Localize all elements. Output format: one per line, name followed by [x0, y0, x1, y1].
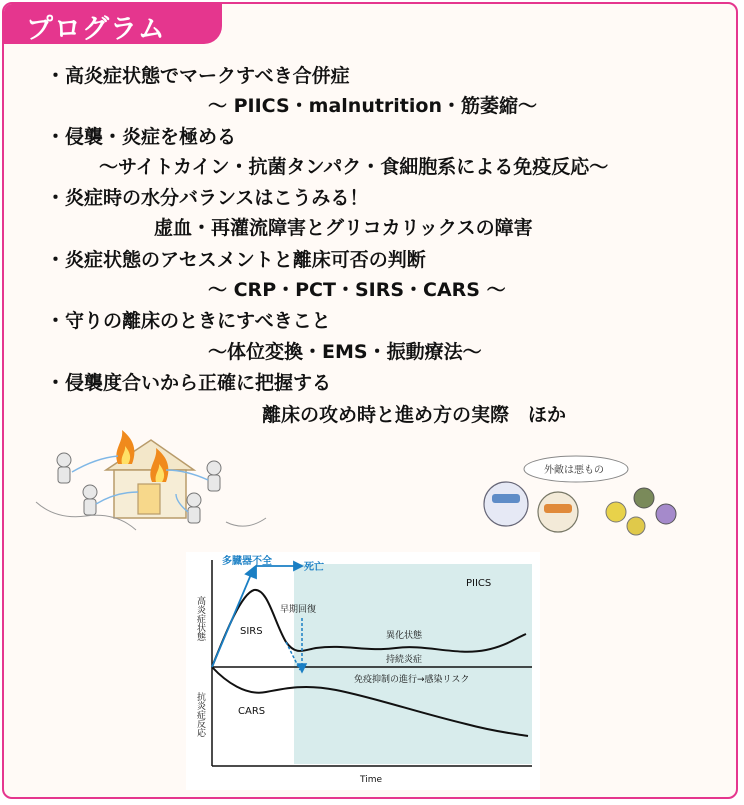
- germ-icon: [606, 488, 676, 535]
- program-item-3: ・炎症時の水分バランスはこうみる！: [46, 187, 369, 209]
- label-cars: CARS: [238, 706, 266, 717]
- chart-svg: [186, 552, 540, 790]
- label-persistent: 持続炎症: [386, 655, 423, 665]
- program-item-6: ・侵襲度合いから正確に把握する: [46, 372, 332, 394]
- label-sirs: SIRS: [240, 626, 263, 637]
- program-item-5: ・守りの離床のときにすべきこと: [46, 310, 331, 332]
- y-label-bottom: 抗炎症反応: [195, 692, 205, 737]
- program-item-2: ・侵襲・炎症を極める: [46, 126, 237, 148]
- header-tab: [4, 4, 222, 44]
- program-item-1-sub: ～ PIICS・malnutrition・筋萎縮～: [208, 95, 537, 117]
- inflammation-chart: [186, 552, 540, 790]
- program-item-6-sub: 離床の攻め時と進め方の実際 ほか: [262, 404, 567, 426]
- speech-bubble-text: 外敵は悪もの: [544, 465, 604, 476]
- program-item-5-sub: ～体位変換・EMS・振動療法～: [208, 341, 482, 363]
- program-item-3-sub: 虚血・再灌流障害とグリコカリックスの障害: [154, 217, 533, 239]
- program-item-4-sub: ～ CRP・PCT・SIRS・CARS ～: [208, 279, 506, 301]
- label-death: 死亡: [304, 562, 324, 573]
- cells-illustration: [466, 452, 706, 542]
- program-item-1: ・高炎症状態でマークすべき合併症: [46, 65, 350, 87]
- label-mof: 多臓器不全: [222, 556, 272, 567]
- label-piics: PIICS: [466, 578, 492, 589]
- label-immuno: 免疫抑制の進行→感染リスク: [354, 675, 470, 685]
- program-item-2-sub: ～サイトカイン・抗菌タンパク・食細胞系による免疫反応～: [99, 156, 609, 178]
- label-catabolic: 異化状態: [386, 631, 423, 641]
- y-label-top: 高炎症状態: [195, 596, 205, 641]
- immune-cell-icon: [484, 482, 578, 532]
- program-item-4: ・炎症状態のアセスメントと離床可否の判断: [46, 249, 426, 271]
- firefighters-illustration: [26, 422, 276, 542]
- label-recovery: 早期回復: [280, 605, 317, 615]
- header-title: プログラム: [26, 14, 166, 45]
- x-axis-label: Time: [360, 775, 383, 785]
